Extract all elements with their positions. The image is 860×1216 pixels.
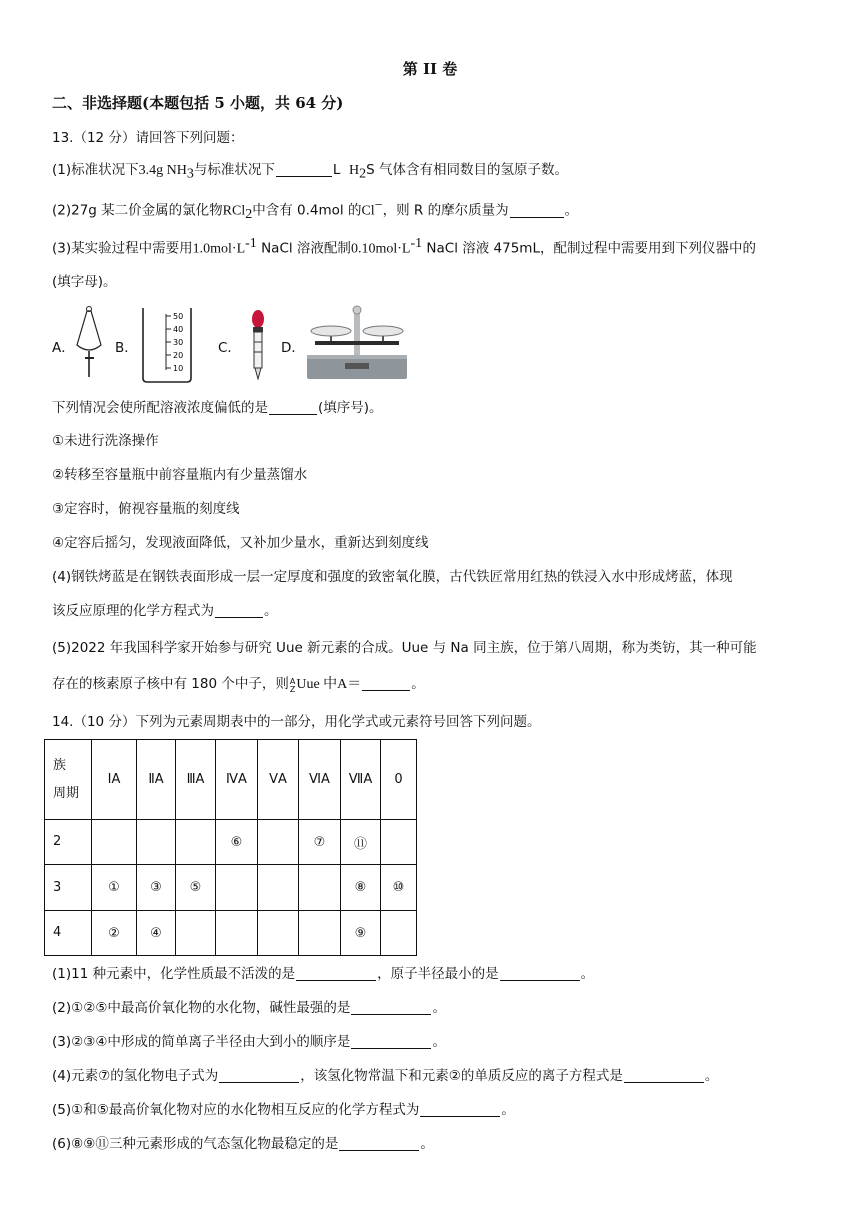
q14-sub6: (6)⑧⑨⑪三种元素形成的气态氢化物最稳定的是 。 [52,1136,434,1152]
option-item-3: ③定容时，俯视容量瓶的刻度线 [52,501,240,517]
answer-blank[interactable] [510,203,564,218]
table-corner-header: 族 周期 [45,740,92,820]
beaker-mark-20: 20 [173,351,184,360]
period-label: 2 [45,820,92,865]
answer-blank[interactable] [420,1102,500,1117]
option-a-label: A． [52,340,75,356]
answer-blank[interactable] [624,1068,704,1083]
q13-head: 13.（12 分）请回答下列问题： [52,130,244,146]
table-row [45,911,417,956]
column-header: ⅡA [137,740,176,820]
element-cell [299,865,341,911]
element-cell [216,911,258,956]
answer-blank[interactable] [219,1068,299,1083]
option-b-label: B． [115,340,138,356]
element-cell: ③ [137,865,176,911]
element-cell [381,820,417,865]
answer-blank[interactable] [362,676,410,691]
element-cell [258,911,299,956]
element-cell [258,865,299,911]
option-d-label: D． [281,340,305,356]
element-cell: ⑤ [176,865,216,911]
element-cell [299,911,341,956]
answer-blank[interactable] [296,966,376,981]
q14-sub2: (2)①②⑤中最高价氧化物的水化物，碱性最强的是 。 [52,1000,446,1016]
option-item-2: ②转移至容量瓶中前容量瓶内有少量蒸馏水 [52,467,308,483]
column-header: ⅤA [258,740,299,820]
element-cell: ⑥ [216,820,258,865]
beaker-mark-50: 50 [173,312,184,321]
periodic-table [44,739,417,956]
part-title: 二、非选择题(本题包括 5 小题，共 64 分) [52,94,344,112]
balance-scale-icon [305,305,409,381]
element-cell [176,820,216,865]
column-header: ⅥA [299,740,341,820]
column-header: 0 [381,740,417,820]
answer-blank[interactable] [269,400,317,415]
graduated-cylinder-icon [140,306,194,384]
beaker-mark-30: 30 [173,338,184,347]
beaker-mark-10: 10 [173,364,184,373]
element-cell: ① [92,865,137,911]
q14-sub5: (5)①和⑤最高价氧化物对应的水化物相互反应的化学方程式为 。 [52,1102,515,1118]
option-item-4: ④定容后摇匀，发现液面降低，又补加少量水，重新达到刻度线 [52,535,429,551]
q14-head: 14.（10 分）下列为元素周期表中的一部分，用化学式或元素符号回答下列问题。 [52,714,541,730]
q13-part3: (3)某实验过程中需要用$1.0mol\cdot L^{-1}$ NaCl 溶液配制$0.10mol\cdot L^{-1}$ NaCl 溶液 475mL，配制过程中需要用到下列仪器中的 [52,236,756,257]
period-label: 4 [45,911,92,956]
answer-blank[interactable] [351,1000,431,1015]
q13-part3-cont: (填字母)。 [52,274,117,290]
q13-part5-text-cont: 存在的核素原子核中有 180 个中子，则A ZUue 中A＝ 。 [52,676,425,694]
column-header: ⅣA [216,740,258,820]
q13-part4-text-cont: 该反应原理的化学方程式为 。 [52,603,278,619]
column-header: ⅠA [92,740,137,820]
table-row [45,865,417,911]
element-cell: ⑦ [299,820,341,865]
q13-part1: (1)标准状况下3.4g $NH_3$与标准状况下 L $H_2S$ 气体含有相同数目的氢原子数。 [52,162,568,182]
answer-blank[interactable] [276,162,332,177]
element-cell: ⑪ [341,820,381,865]
element-cell [176,911,216,956]
element-cell [216,865,258,911]
element-cell [92,820,137,865]
element-cell: ⑨ [341,911,381,956]
answer-blank[interactable] [500,966,580,981]
beaker-mark-40: 40 [173,325,184,334]
q13-part4-question: 下列情况会使所配溶液浓度偏低的是 (填序号)。 [52,400,383,416]
table-row [45,820,417,865]
q14-sub1: (1)11 种元素中，化学性质最不活泼的是 ，原子半径最小的是 。 [52,966,595,982]
element-cell [137,820,176,865]
answer-blank[interactable] [215,603,263,618]
q13-part5-text: (5)2022 年我国科学家开始参与研究 Uue 新元素的合成。Uue 与 Na 同主族，位于第八周期，称为类钫，其一种可能 [52,640,757,656]
q13-part2: (2)27g 某二价金属的氯化物RCl$_2$中含有 0.4mol 的Cl−，则 R 的摩尔质量为 。 [52,198,579,223]
separatory-funnel-icon [74,305,104,379]
element-cell: ⑧ [341,865,381,911]
q13-part4-text: (4)钢铁烤蓝是在钢铁表面形成一层一定厚度和强度的致密氧化膜，古代铁匠常用红热的铁浸入水中形成烤蓝，体现 [52,569,733,585]
answer-blank[interactable] [339,1136,419,1151]
section-title: 第 II 卷 [402,60,458,78]
element-cell: ④ [137,911,176,956]
element-cell: ② [92,911,137,956]
q14-sub3: (3)②③④中形成的简单离子半径由大到小的顺序是 。 [52,1034,446,1050]
dropper-icon [248,308,268,380]
option-c-label: C． [218,340,241,356]
q14-sub4: (4)元素⑦的氢化物电子式为 ，该氢化物常温下和元素②的单质反应的离子方程式是 。 [52,1068,719,1084]
answer-blank[interactable] [351,1034,431,1049]
option-item-1: ①未进行洗涤操作 [52,433,159,449]
column-header: ⅢA [176,740,216,820]
element-cell [258,820,299,865]
period-label: 3 [45,865,92,911]
column-header: ⅦA [341,740,381,820]
element-cell [381,911,417,956]
element-cell: ⑩ [381,865,417,911]
